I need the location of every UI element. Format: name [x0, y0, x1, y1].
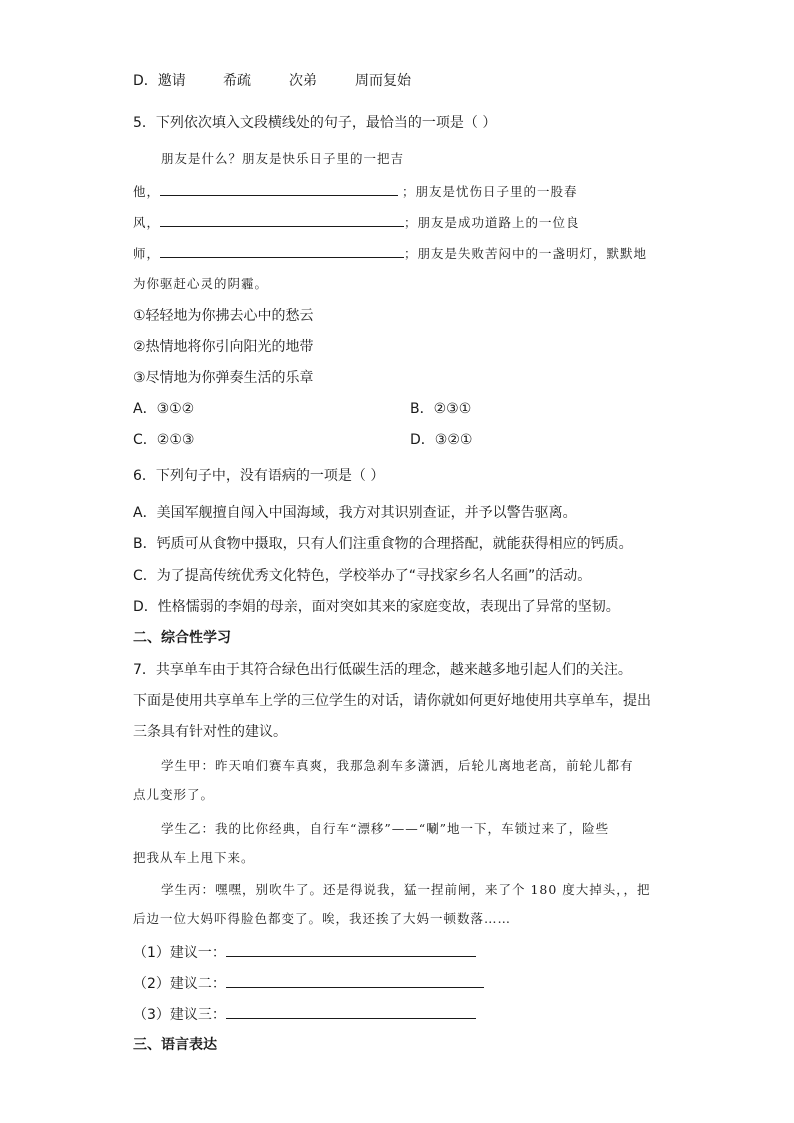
q7-student2-line1: 学生乙：我的比你经典，自行车“漂移”——“唰”地一下，车锁过来了，险些 [161, 821, 610, 836]
q7-suggestion-3-label: （3）建议三： [133, 1007, 226, 1023]
q6-option-a[interactable]: A．美国军舰擅自闯入中国海域，我方对其识别查证，并予以警告驱离。 [133, 505, 577, 521]
q7-stem: 7．共享单车由于其符合绿色出行低碳生活的理念，越来越多地引起人们的关注。 [133, 662, 632, 678]
q4-option-d-word3: 次弟 [289, 73, 317, 89]
q5-option-c[interactable]: C．②①③ [133, 432, 195, 448]
section-3-heading: 三、语言表达 [133, 1037, 217, 1053]
q7-suggestion-1-blank[interactable] [226, 942, 476, 957]
q5-passage-line2-start: 他， [133, 184, 161, 199]
q4-option-d-word2: 希疏 [223, 73, 251, 89]
q5-blank-1[interactable] [160, 181, 398, 196]
q5-passage-line3-end: ；朋友是成功道路上的一位良 [404, 215, 580, 230]
q5-option-a[interactable]: A．③①② [133, 401, 195, 417]
q5-option-b[interactable]: B．②③① [410, 401, 472, 417]
q5-passage-line5: 为你驱赶心灵的阴霾。 [133, 276, 269, 291]
q5-passage-line2 [133, 181, 578, 202]
q6-option-c[interactable]: C．为了提高传统优秀文化特色，学校举办了“寻找家乡名人名画”的活动。 [133, 568, 592, 584]
q5-stem: 5．下列依次填入文段横线处的句子，最恰当的一项是（ ） [133, 115, 497, 131]
q5-item-1: ①轻轻地为你拂去心中的愁云 [133, 308, 314, 324]
q7-suggestion-2 [133, 973, 484, 994]
q4-option-d-label: D．邀请 [133, 73, 186, 89]
q4-option-d-word4: 周而复始 [355, 73, 411, 89]
q5-item-3: ③尽情地为你弹奏生活的乐章 [133, 370, 314, 386]
q5-passage-line4-end: ；朋友是失败苦闷中的一盏明灯，默默地 [404, 246, 648, 261]
q7-suggestion-1-label: （1）建议一： [133, 945, 226, 961]
q5-passage-line3 [133, 212, 580, 233]
q7-intro-line2: 三条具有针对性的建议。 [133, 724, 287, 740]
q5-passage-line4-start: 师， [133, 246, 161, 261]
q5-passage-line2-end: ；朋友是忧伤日子里的一股春 [402, 184, 578, 199]
q5-blank-3[interactable] [160, 243, 404, 258]
q5-option-d[interactable]: D．③②① [410, 432, 473, 448]
q7-suggestion-3-blank[interactable] [226, 1004, 476, 1019]
q5-item-2: ②热情地将你引向阳光的地带 [133, 339, 314, 355]
q5-passage-line4 [133, 243, 647, 264]
q7-suggestion-2-label: （2）建议二： [133, 976, 226, 992]
q7-suggestion-3 [133, 1004, 476, 1025]
q7-intro-line1: 下面是使用共享单车上学的三位学生的对话，请你就如何更好地使用共享单车，提出 [133, 693, 651, 709]
q7-suggestion-1 [133, 942, 476, 963]
q7-student1-line1: 学生甲：昨天咱们赛车真爽，我那急刹车多潇洒，后轮儿离地老高，前轮儿都有 [161, 758, 634, 773]
q6-stem: 6．下列句子中，没有语病的一项是（ ） [133, 468, 385, 484]
q7-suggestion-2-blank[interactable] [226, 973, 484, 988]
q7-student2-line2: 把我从车上甩下来。 [133, 850, 255, 865]
q5-passage-line1: 朋友是什么？朋友是快乐日子里的一把吉 [161, 151, 405, 166]
q5-passage-line3-start: 风， [133, 215, 161, 230]
q6-option-b[interactable]: B．钙质可从食物中摄取，只有人们注重食物的合理搭配，就能获得相应的钙质。 [133, 536, 633, 552]
section-2-heading: 二、综合性学习 [133, 630, 231, 646]
q7-student3-line1: 学生丙：嘿嘿，别吹牛了。还是得说我，猛一捏前闸，来了个 180 度大掉头，，把 [161, 882, 651, 897]
q7-student3-line2: 后边一位大妈吓得脸色都变了。唉，我还挨了大妈一顿数落…… [133, 911, 512, 926]
q5-blank-2[interactable] [160, 212, 404, 227]
q6-option-d[interactable]: D．性格懦弱的李娟的母亲，面对突如其来的家庭变故，表现出了异常的坚韧。 [133, 599, 620, 615]
q7-student1-line2: 点儿变形了。 [133, 787, 215, 802]
